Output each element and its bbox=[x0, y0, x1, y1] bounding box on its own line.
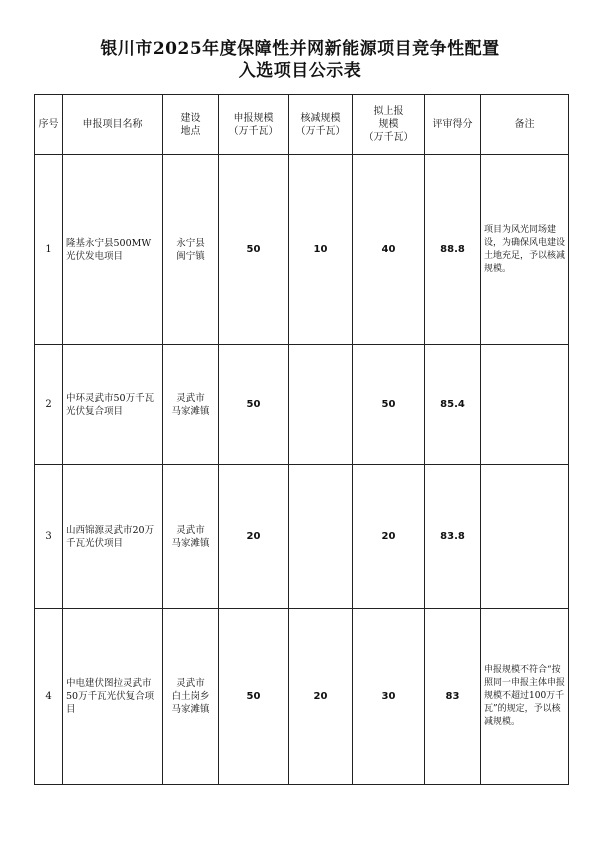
cell-score: 88.8 bbox=[425, 155, 481, 345]
cell-proposed-scale: 20 bbox=[353, 465, 425, 609]
cell-project-name: 隆基永宁县500MW光伏发电项目 bbox=[63, 155, 163, 345]
cell-score: 85.4 bbox=[425, 345, 481, 465]
cell-location: 永宁县 闽宁镇 bbox=[163, 155, 219, 345]
cell-remark: 申报规模不符合“按照同一申报主体申报规模不超过100万千瓦”的规定，予以核减规模。 bbox=[481, 609, 569, 785]
cell-location: 灵武市 马家滩镇 bbox=[163, 345, 219, 465]
document-title: 银川市2025年度保障性并网新能源项目竞争性配置 bbox=[100, 39, 500, 59]
cell-declared-scale: 50 bbox=[219, 155, 289, 345]
cell-reduced-scale: 20 bbox=[289, 609, 353, 785]
header-project-name: 申报项目名称 bbox=[63, 95, 163, 155]
cell-project-name: 中环灵武市50万千瓦光伏复合项目 bbox=[63, 345, 163, 465]
header-proposed-scale: 拟上报 规模 （万千瓦） bbox=[353, 95, 425, 155]
table-row bbox=[35, 155, 569, 345]
cell-proposed-scale: 50 bbox=[353, 345, 425, 465]
cell-location: 灵武市 马家滩镇 bbox=[163, 465, 219, 609]
cell-project-name: 山西锦源灵武市20万千瓦光伏项目 bbox=[63, 465, 163, 609]
cell-reduced-scale: 10 bbox=[289, 155, 353, 345]
table-header-row bbox=[35, 95, 569, 155]
header-seq: 序号 bbox=[35, 95, 63, 155]
table-row bbox=[35, 345, 569, 465]
cell-remark bbox=[481, 465, 569, 609]
cell-proposed-scale: 40 bbox=[353, 155, 425, 345]
table-row bbox=[35, 465, 569, 609]
document-subtitle: 入选项目公示表 bbox=[238, 61, 362, 81]
cell-reduced-scale bbox=[289, 345, 353, 465]
cell-declared-scale: 50 bbox=[219, 345, 289, 465]
cell-declared-scale: 20 bbox=[219, 465, 289, 609]
cell-project-name: 中电建伏图拉灵武市50万千瓦光伏复合项目 bbox=[63, 609, 163, 785]
cell-reduced-scale bbox=[289, 465, 353, 609]
cell-seq: 1 bbox=[35, 155, 63, 345]
header-declared-scale: 申报规模 （万千瓦） bbox=[219, 95, 289, 155]
cell-seq: 2 bbox=[35, 345, 63, 465]
header-remark: 备注 bbox=[481, 95, 569, 155]
table-row bbox=[35, 609, 569, 785]
cell-declared-scale: 50 bbox=[219, 609, 289, 785]
cell-remark bbox=[481, 345, 569, 465]
cell-location: 灵武市 白土岗乡 马家滩镇 bbox=[163, 609, 219, 785]
header-score: 评审得分 bbox=[425, 95, 481, 155]
cell-score: 83 bbox=[425, 609, 481, 785]
cell-seq: 3 bbox=[35, 465, 63, 609]
cell-remark: 项目为风光同场建设，为确保风电建设土地充足，予以核减规模。 bbox=[481, 155, 569, 345]
cell-proposed-scale: 30 bbox=[353, 609, 425, 785]
cell-seq: 4 bbox=[35, 609, 63, 785]
header-reduced-scale: 核减规模 （万千瓦） bbox=[289, 95, 353, 155]
header-location: 建设 地点 bbox=[163, 95, 219, 155]
project-table bbox=[34, 94, 569, 785]
cell-score: 83.8 bbox=[425, 465, 481, 609]
